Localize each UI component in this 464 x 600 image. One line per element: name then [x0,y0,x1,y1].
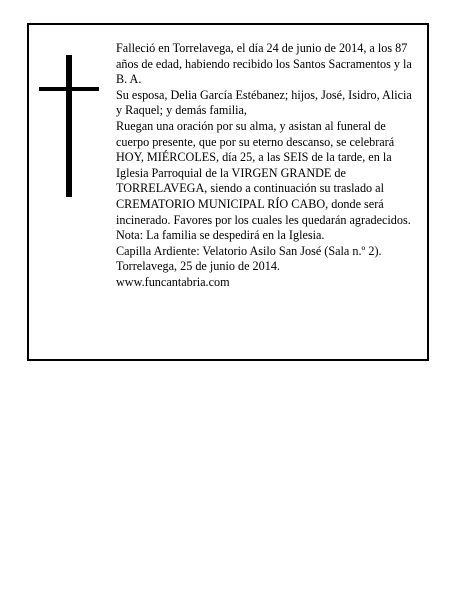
place-date-paragraph: Torrelavega, 25 de junio de 2014. [116,259,280,274]
death-announcement-paragraph: Falleció en Torrelavega, el día 24 de junio de 2014, a los 87 años de edad, habiendo recibido los Santos Sacramentos y la B. A. [116,41,412,87]
cross-icon [39,55,99,197]
family-paragraph: Su esposa, Delia García Estébanez; hijos, José, Isidro, Alicia y Raquel; y demás familia, [116,87,412,118]
cross-horizontal-bar [39,87,99,91]
obituary-notice [27,23,429,361]
website-text: www.funcantabria.com [116,274,230,289]
funeral-details-paragraph: Ruegan una oración por su alma, y asistan al funeral de cuerpo presente, que por su eterno descanso, se celebrará HOY, MIÉRCOLES, día 25, a las SEIS de la tarde, en la Iglesia Parroquial de la VIRGEN GRANDE de TORRELAVEGA, siendo a continuación su traslado al CREMATORIO MUNICIPAL RÍO CABO, donde será incinerado. Favores por los cuales les quedarán agradecidos. Nota: La familia se despedirá en la Iglesia. [116,118,411,243]
cross-vertical-bar [66,55,72,197]
chapel-paragraph: Capilla Ardiente: Velatorio Asilo San José (Sala n.º 2). [116,243,382,258]
notice-text [116,41,418,291]
